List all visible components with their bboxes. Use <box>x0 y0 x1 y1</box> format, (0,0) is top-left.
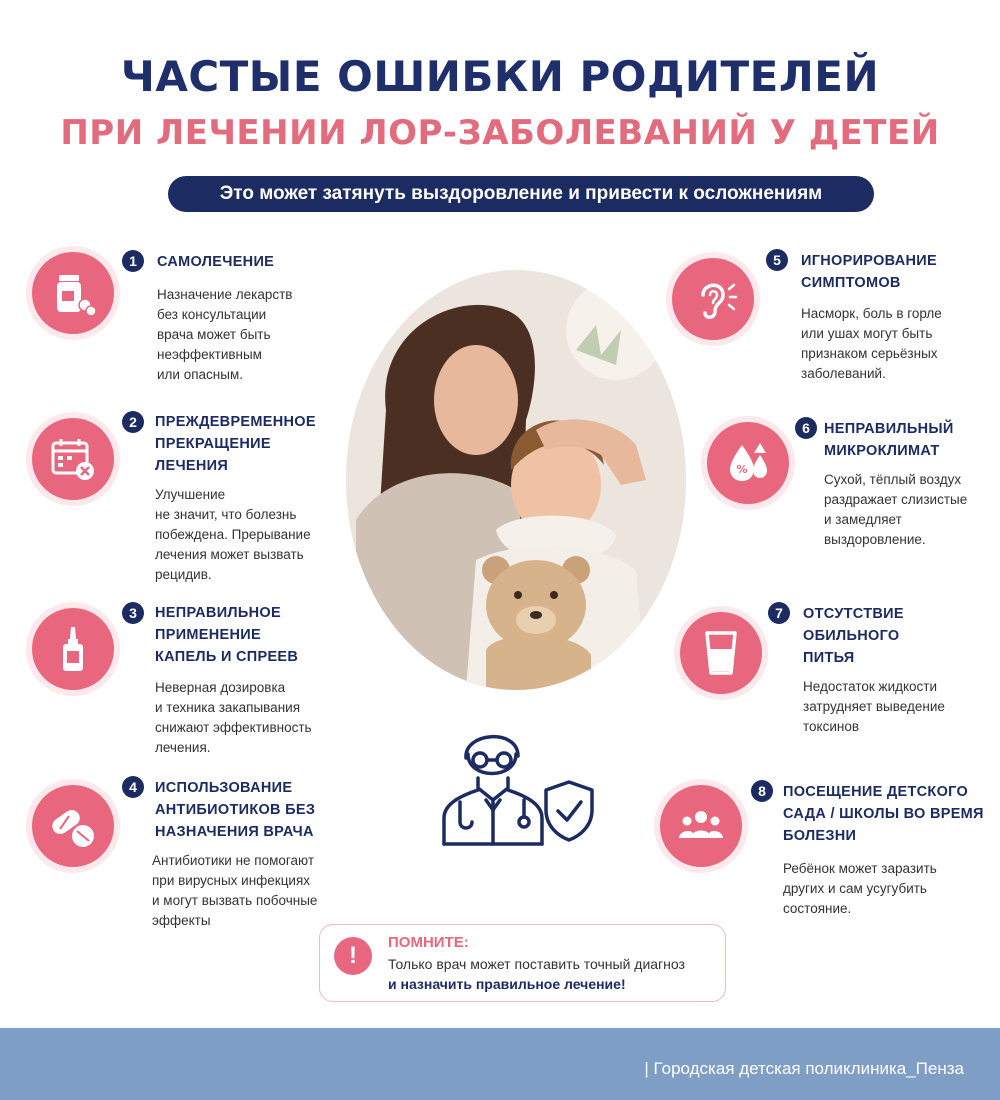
item-number: 5 <box>766 249 788 271</box>
calendar-cancel-icon <box>32 418 114 500</box>
item-heading: САМОЛЕЧЕНИЕ <box>157 254 275 270</box>
item-heading: ИСПОЛЬЗОВАНИЕ АНТИБИОТИКОВ БЕЗ НАЗНАЧЕНИЯ ВРАЧА <box>155 780 316 840</box>
item-number: 2 <box>122 411 144 433</box>
item-number: 6 <box>795 417 817 439</box>
item-description: Антибиотики не помогают при вирусных инфекциях и могут вызвать побочные эффекты <box>152 853 318 928</box>
item-number: 3 <box>122 602 144 624</box>
subtitle: ПРИ ЛЕЧЕНИИ ЛОР-ЗАБОЛЕВАНИЙ У ДЕТЕЙ <box>60 113 940 153</box>
item-description: Назначение лекарств без консультации врача может быть неэффективным или опасным. <box>157 287 293 382</box>
item-description: Ребёнок может заразить других и сам усугубить состояние. <box>783 861 937 916</box>
remember-box <box>319 924 726 1002</box>
item-heading: ПОСЕЩЕНИЕ ДЕТСКОГО САДА / ШКОЛЫ ВО ВРЕМЯ БОЛЕЗНИ <box>783 784 984 844</box>
pills-icon <box>32 785 114 867</box>
item-number: 4 <box>122 776 144 798</box>
doctor-icon <box>438 718 548 848</box>
item-description: Неверная дозировка и техника закапывания снижают эффективность лечения. <box>155 680 312 755</box>
medicine-bottle-icon <box>32 252 114 334</box>
item-description: Улучшение не значит, что болезнь побеждена. Прерывание лечения может вызвать рецидив. <box>155 487 311 582</box>
item-number: 1 <box>122 250 144 272</box>
humidity-drops-icon <box>707 422 789 504</box>
item-description: Насморк, боль в горле или ушах могут быть признаком серьёзных заболеваний. <box>801 306 942 381</box>
svg-text:%: % <box>736 463 748 476</box>
remember-title: ПОМНИТЕ: <box>388 934 469 951</box>
item-heading: НЕПРАВИЛЬНЫЙ МИКРОКЛИМАТ <box>824 421 954 459</box>
item-heading: НЕПРАВИЛЬНОЕ ПРИМЕНЕНИЕ КАПЕЛЬ И СПРЕЕВ <box>155 605 299 665</box>
item-description: Сухой, тёплый воздух раздражает слизистые и замедляет выздоровление. <box>824 472 968 547</box>
ear-icon <box>672 258 754 340</box>
remember-emphasis: и назначить правильное лечение! <box>388 976 626 992</box>
item-description: Недостаток жидкости затрудняет выведение токсинов <box>803 679 945 734</box>
mother-child-photo <box>346 270 686 690</box>
main-title: ЧАСТЫЕ ОШИБКИ РОДИТЕЛЕЙ <box>120 52 880 101</box>
banner: Это может затянуть выздоровление и привести к осложнениям <box>168 176 874 212</box>
item-number: 8 <box>751 780 773 802</box>
item-heading: ПРЕЖДЕВРЕМЕННОЕ ПРЕКРАЩЕНИЕ ЛЕЧЕНИЯ <box>155 414 316 474</box>
shield-check-icon <box>542 778 596 844</box>
item-heading: ИГНОРИРОВАНИЕ СИМПТОМОВ <box>801 253 937 291</box>
group-people-icon <box>660 785 742 867</box>
water-glass-icon <box>680 612 762 694</box>
item-heading: ОТСУТСТВИЕ ОБИЛЬНОГО ПИТЬЯ <box>803 606 904 666</box>
item-number: 7 <box>768 602 790 624</box>
exclamation-icon: ! <box>334 937 372 975</box>
footer-bar <box>0 1028 1000 1100</box>
remember-text: Только врач может поставить точный диагноз <box>388 956 685 972</box>
nasal-spray-icon <box>32 608 114 690</box>
footer-text: | Городская детская поликлиника_Пенза <box>644 1059 964 1078</box>
